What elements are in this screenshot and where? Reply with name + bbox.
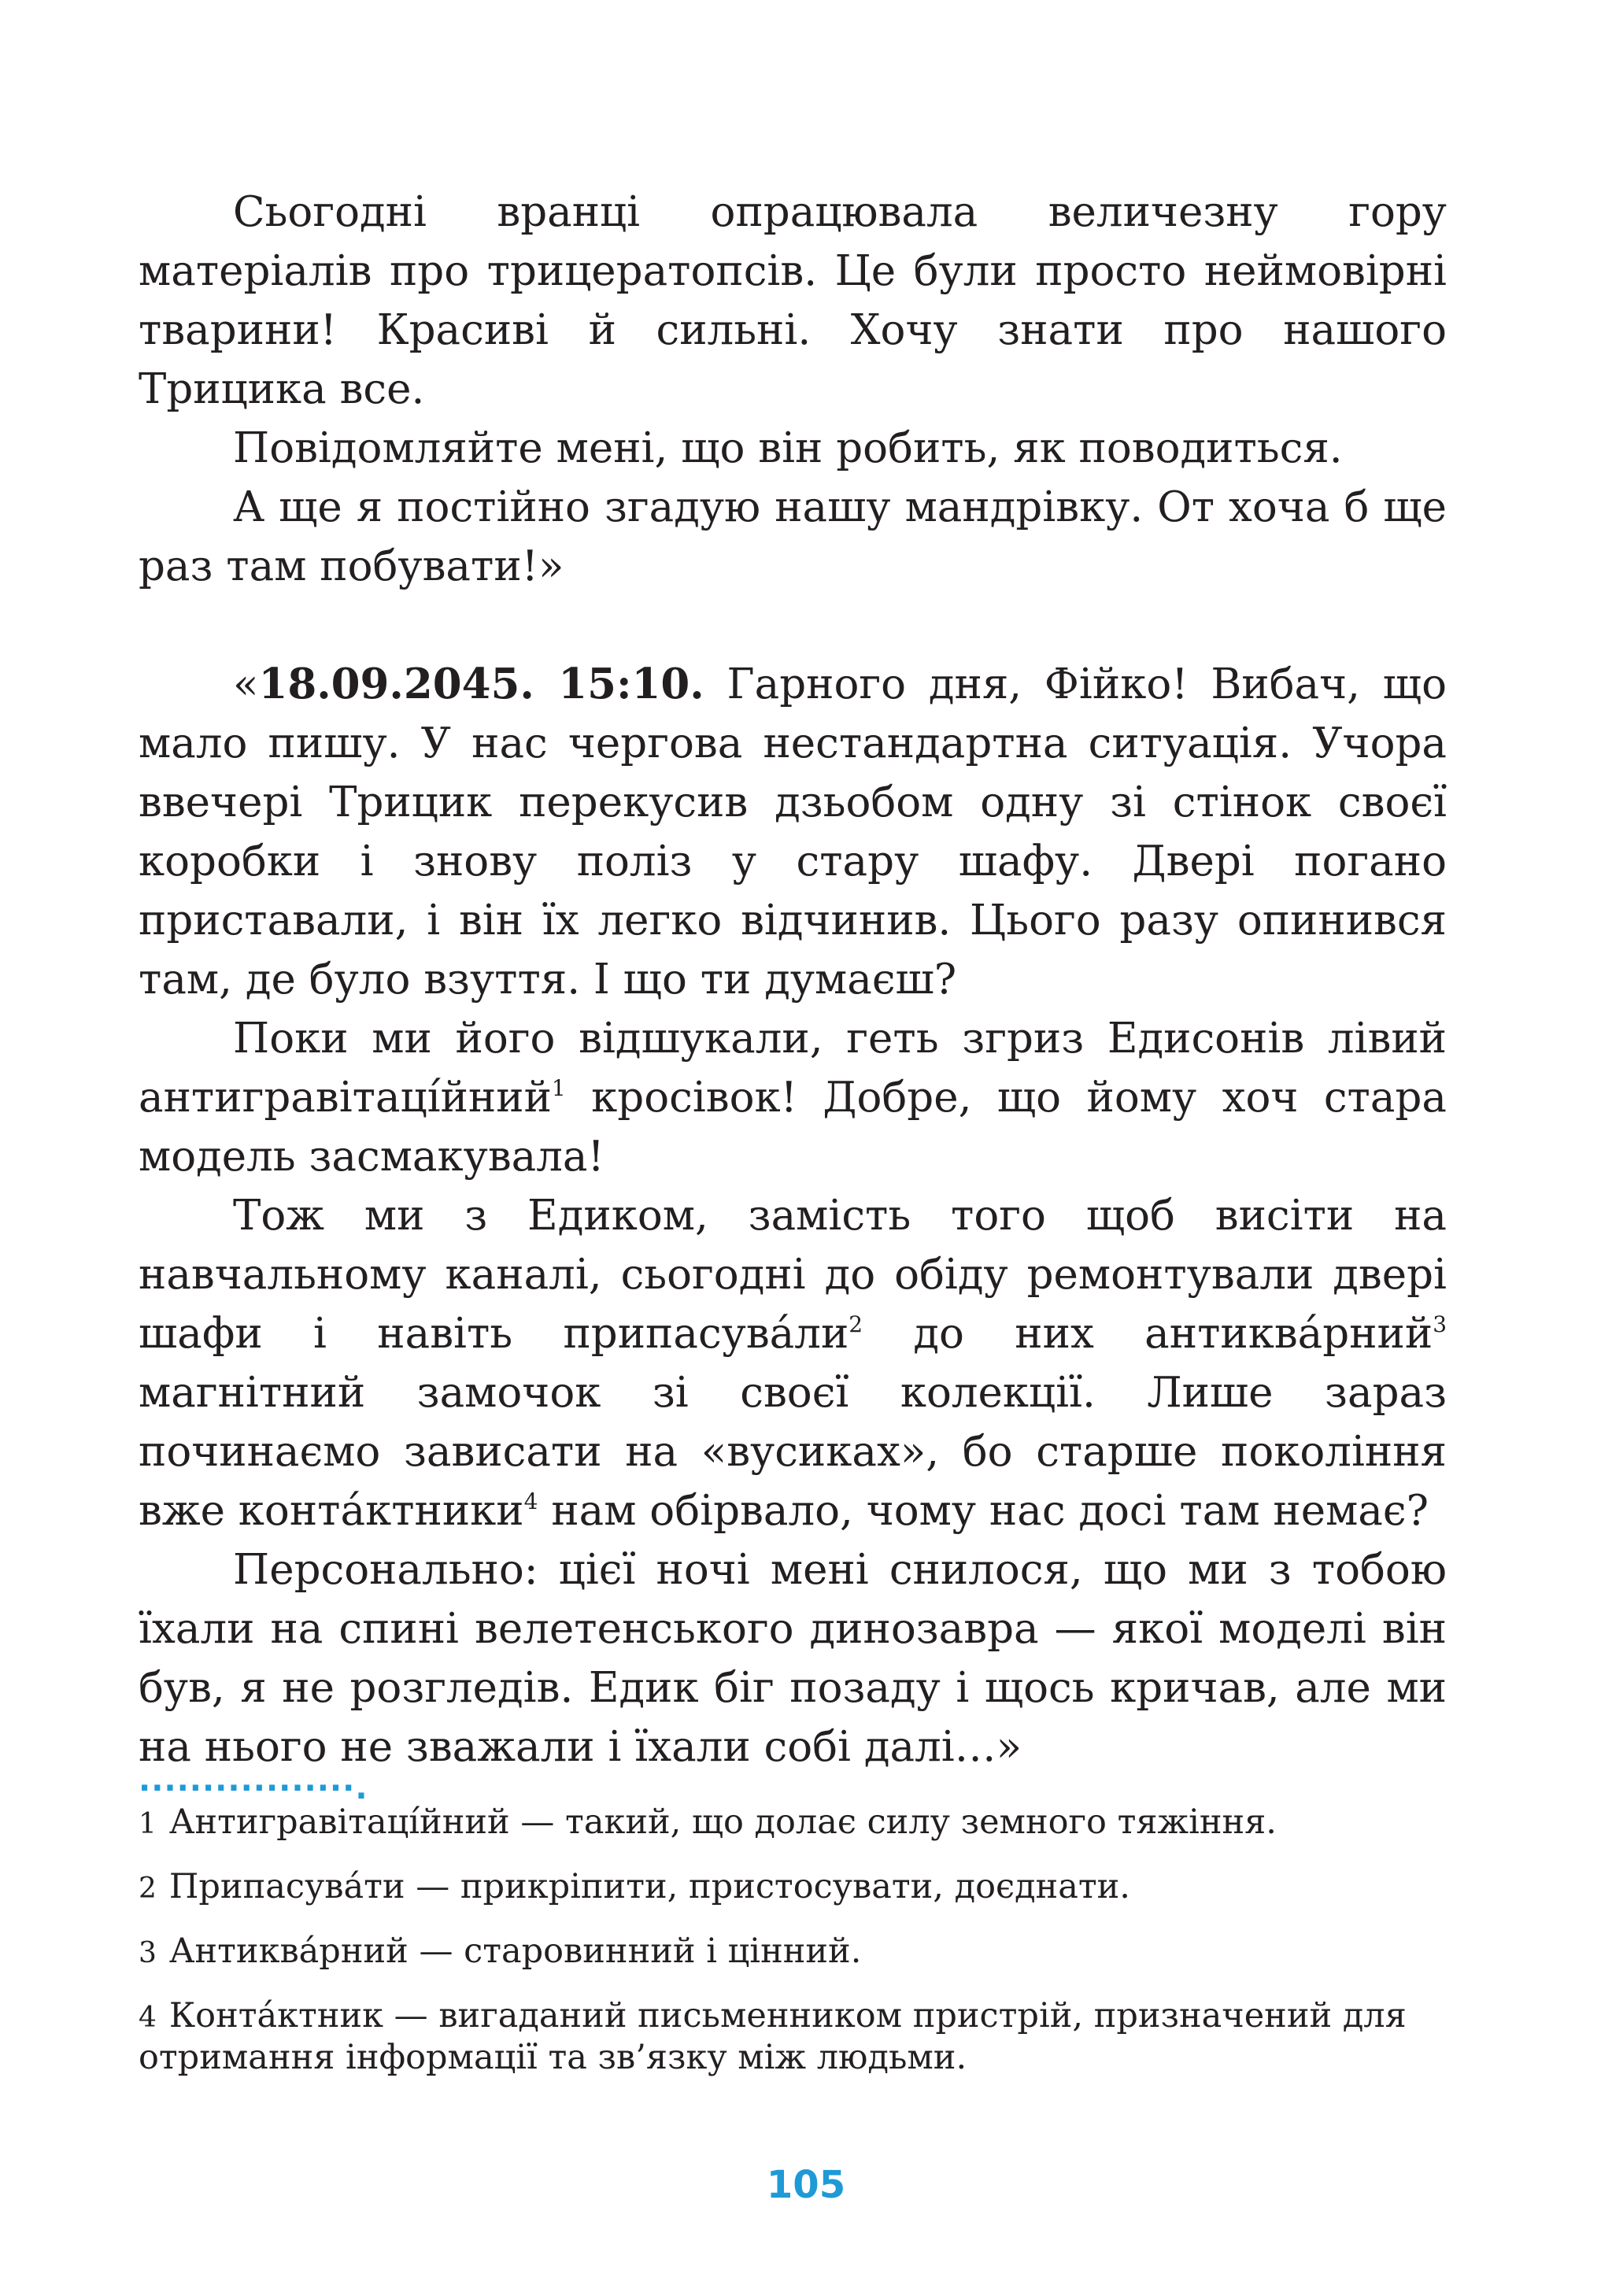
main-text — [139, 183, 1447, 1777]
paragraph-text: Тож ми з Едиком, замість того щоб висіти на навчальному каналі, сьогодні до обіду ремонтували двері шафи і навіть припасува́ли — [139, 1192, 1447, 1358]
footnote-ref[interactable]: 4 — [523, 1488, 538, 1514]
paragraph-text: нам обірвало, чому нас досі там немає? — [538, 1487, 1429, 1535]
paragraph: Повідомляйте мені, що він робить, як поводиться. — [233, 424, 1343, 472]
footnote-number: 1 — [139, 1808, 157, 1840]
footnote-text: Припасува́ти — прикріпити, пристосувати, доєднати. — [168, 1867, 1130, 1906]
letter-date: 18.09.2045. 15:10. — [258, 660, 704, 708]
footnote — [139, 1802, 1447, 1844]
footnote-number: 4 — [139, 2002, 157, 2034]
paragraph — [139, 1186, 1447, 1540]
footnote-text: Конта́ктник — вигаданий письменником пристрій, призначений для отримання інформації та зв’язку між людьми. — [139, 1996, 1407, 2077]
footnote — [139, 1996, 1447, 2077]
quote-open: « — [233, 660, 259, 708]
letter-paragraph — [139, 655, 1447, 1009]
footnote-ref[interactable]: 1 — [551, 1075, 566, 1101]
paragraph-text: магнітний замочок зі своєї колекції. Лише зараз починаємо зависати на «вусиках», бо старше покоління вже конта́ктники — [139, 1369, 1447, 1535]
paragraph: Сьогодні вранці опрацювала величезну гору матеріалів про трицератопсів. Це були просто неймовірні тварини! Красиві й сильні. Хочу знати про нашого Трицика все. — [139, 188, 1447, 413]
paragraph-text: кросівок! Добре, що йому хоч стара модель засмакувала! — [139, 1074, 1447, 1181]
footnotes — [139, 1802, 1447, 2100]
page-number: 105 — [766, 2163, 846, 2207]
footnote — [139, 1932, 1447, 1973]
footnote-ref[interactable]: 2 — [849, 1311, 863, 1337]
paragraph — [139, 1009, 1447, 1186]
paragraph: Персонально: цієї ночі мені снилося, що ми з тобою їхали на спині велетенського динозавра — якої моделі він був, я не розгледів. Едик біг позаду і щось кричав, але ми на нього не зважали і їхали собі далі…» — [139, 1546, 1447, 1771]
paragraph-text: Поки ми його відшукали, геть згриз Едисонів лівий антигравітаці́йний — [139, 1015, 1447, 1122]
footnote-text: Антиква́рний — старовинний і цінний. — [168, 1932, 862, 1971]
footnote-text: Антигравітаці́йний — такий, що долає силу земного тяжіння. — [168, 1802, 1277, 1842]
paragraph-text: Гарного дня, Фійко! Вибач, що мало пишу. У нас чергова нестандартна ситуація. Учора ввечері Трицик перекусив дзьобом одну зі стінок своєї коробки і знову поліз у стару шафу. Двері погано приставали, і він їх легко відчинив. Цього разу опинився там, де було взуття. І що ти думаєш? — [139, 660, 1447, 1004]
footnote-ref[interactable]: 3 — [1433, 1311, 1447, 1337]
paragraph-text: до них антиква́рний — [863, 1310, 1433, 1358]
footnote-number: 2 — [139, 1873, 157, 1905]
footnote-number: 3 — [139, 1937, 157, 1969]
footnote — [139, 1867, 1447, 1909]
footnote-separator: ·················. — [139, 1770, 368, 1806]
paragraph: А ще я постійно згадую нашу мандрівку. От хоча б ще раз там побувати!» — [139, 483, 1447, 590]
